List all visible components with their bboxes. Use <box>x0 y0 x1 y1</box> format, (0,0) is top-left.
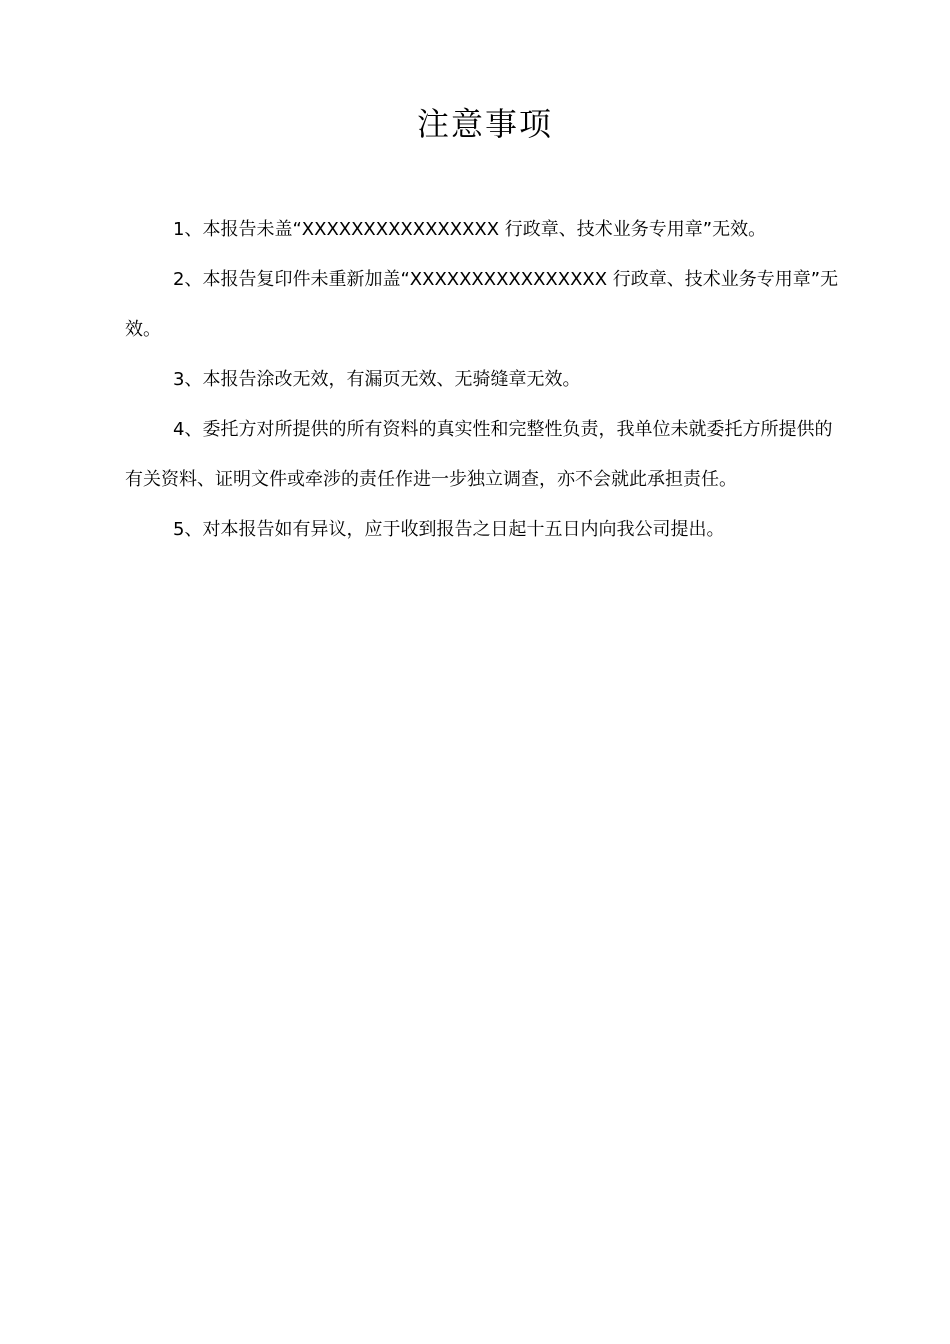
note-item-3: 3、本报告涂改无效，有漏页无效、无骑缝章无效。 <box>173 369 581 390</box>
note-item-4: 4、委托方对所提供的所有资料的真实性和完整性负责，我单位未就委托方所提供的有关资料、证明文件或牵涉的责任作进一步独立调查，亦不会就此承担责任。 <box>125 419 833 490</box>
page-title: 注意事项 <box>416 105 553 143</box>
notes-list <box>125 205 840 555</box>
note-item-1: 1、本报告未盖“XXXXXXXXXXXXXXXX 行政章、技术业务专用章”无效。 <box>173 219 767 240</box>
note-item-2: 2、本报告复印件未重新加盖“XXXXXXXXXXXXXXXX 行政章、技术业务专用章”无效。 <box>125 269 839 340</box>
note-item-5: 5、对本报告如有异议，应于收到报告之日起十五日内向我公司提出。 <box>173 519 725 540</box>
